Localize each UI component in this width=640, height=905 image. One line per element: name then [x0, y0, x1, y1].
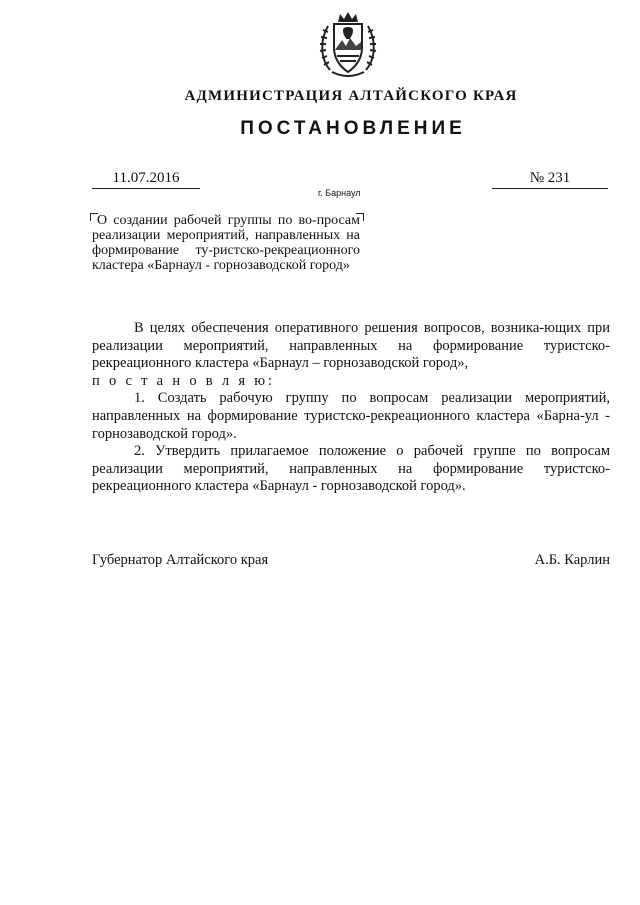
document-city: г. Барнаул	[318, 188, 361, 198]
body-preamble: В целях обеспечения оперативного решения вопросов, возника-ющих при реализации мероприятий, направленных на формирование туристско-рекреационного кластера «Барнаул – горнозаводской город»,	[92, 320, 610, 372]
document-type-title: ПОСТАНОВЛЕНИЕ	[240, 118, 466, 139]
document-number: № 231	[492, 170, 608, 189]
subject-block	[92, 213, 360, 273]
document-date: 11.07.2016	[92, 170, 200, 189]
body-item-1: 1. Создать рабочую группу по вопросам реализации мероприятий, направленных на формирование туристско-рекреационного кластера «Барна-ул - горнозаводской город».	[92, 390, 610, 442]
document-subject: О создании рабочей группы по во-просам реализации мероприятий, направленных на формирование ту-ристско-рекреационного кластера «Барнаул - горнозаводской город»	[92, 213, 360, 273]
body-resolve: п о с т а н о в л я ю:	[92, 372, 275, 389]
signature-position: Губернатор Алтайского края	[92, 552, 269, 568]
body-item-2: 2. Утвердить прилагаемое положение о рабочей группе по вопросам реализации мероприятий, направленных на формирование туристско-рекреационного кластера «Барнаул - горнозаводской город».	[92, 443, 610, 495]
organization-name: АДМИНИСТРАЦИЯ АЛТАЙСКОГО КРАЯ	[184, 88, 518, 104]
document-body	[92, 320, 610, 496]
altai-krai-coat-of-arms-icon	[316, 10, 380, 82]
signature-block	[92, 552, 610, 569]
subject-corner-right	[356, 213, 364, 221]
signature-name: А.Б. Карлин	[534, 552, 610, 568]
subject-corner-left	[90, 213, 98, 221]
